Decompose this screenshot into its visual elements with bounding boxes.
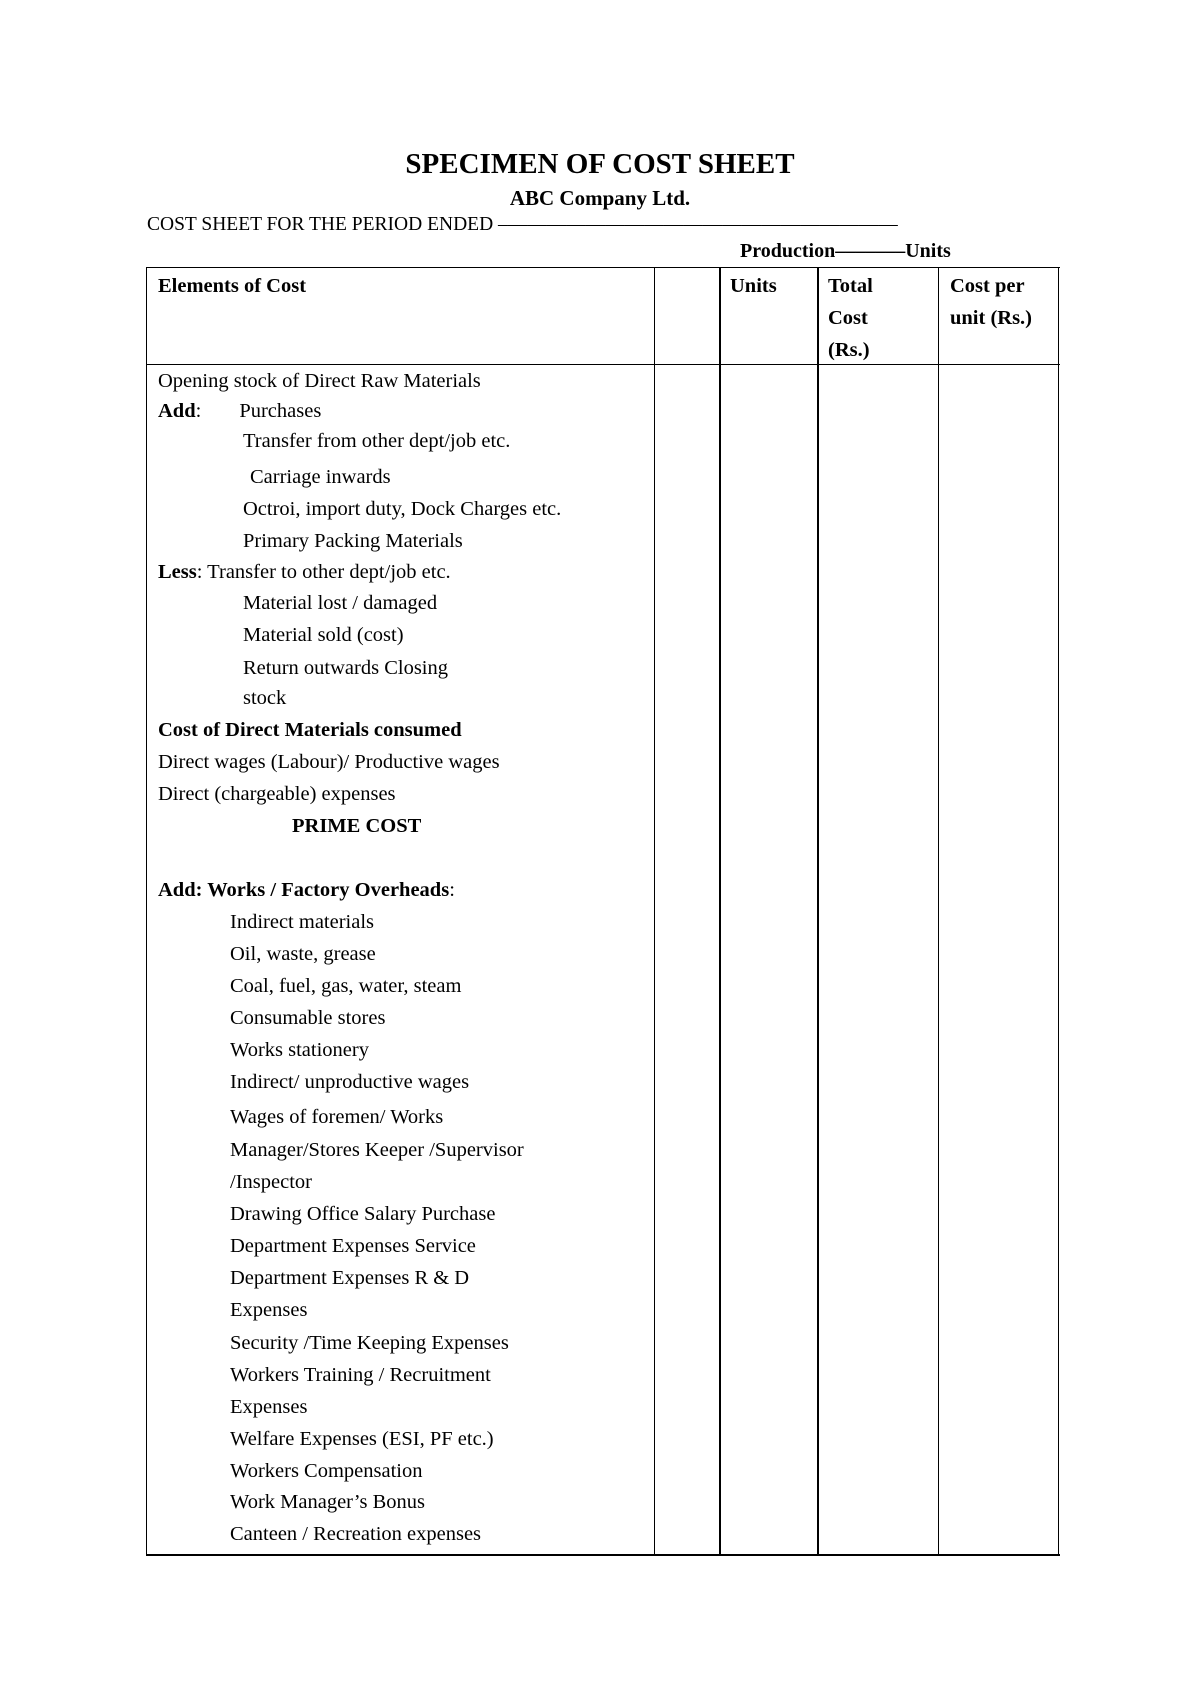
list-item: Material lost / damaged: [243, 592, 438, 614]
column-divider-blank: [654, 267, 655, 1555]
list-item: Cost of Direct Materials consumed: [158, 719, 462, 741]
list-item: stock: [243, 687, 287, 709]
list-item: Opening stock of Direct Raw Materials: [158, 370, 481, 392]
table-left-border: [146, 267, 147, 1555]
prime-cost-label: PRIME COST: [292, 815, 422, 837]
list-item: Consumable stores: [230, 1007, 386, 1029]
list-item: Octroi, import duty, Dock Charges etc.: [243, 498, 562, 520]
works-overheads-label: Add: Works / Factory Overheads: [158, 879, 450, 901]
list-item: Coal, fuel, gas, water, steam: [230, 975, 462, 997]
list-item: Department Expenses Service: [230, 1235, 476, 1257]
list-item: Workers Training / Recruitment: [230, 1364, 491, 1386]
less-transfer-label: : Transfer to other dept/job etc.: [196, 561, 451, 583]
header-per-unit-line-2: unit (Rs.): [950, 307, 1033, 329]
list-item: Expenses: [230, 1299, 308, 1321]
list-item: Material sold (cost): [243, 624, 404, 646]
page-title: SPECIMEN OF COST SHEET: [405, 148, 795, 180]
list-item: Welfare Expenses (ESI, PF etc.): [230, 1428, 494, 1450]
list-item: Works stationery: [230, 1039, 369, 1061]
list-item: /Inspector: [230, 1171, 312, 1193]
add-label: Add: [158, 400, 196, 422]
list-item: Workers Compensation: [230, 1460, 423, 1482]
header-total-line-1: Total: [828, 275, 873, 297]
list-item: Indirect materials: [230, 911, 375, 933]
period-line: COST SHEET FOR THE PERIOD ENDED –––––––––––––––––––––––––––––––––––––––––: [147, 214, 898, 235]
purchases-label: Purchases: [239, 400, 322, 422]
list-item: Oil, waste, grease: [230, 943, 376, 965]
list-item: Transfer from other dept/job etc.: [243, 430, 511, 452]
less-label: Less: [158, 561, 197, 583]
header-cost-per-unit: [950, 270, 1032, 334]
list-item: Canteen / Recreation expenses: [230, 1523, 482, 1545]
column-divider-per-unit: [938, 267, 939, 1555]
list-item: Department Expenses R & D: [230, 1267, 470, 1289]
header-total-line-2: Cost: [828, 307, 868, 329]
header-bottom-border: [146, 364, 1060, 365]
header-total-line-3: (Rs.): [828, 339, 870, 361]
company-name: ABC Company Ltd.: [509, 186, 691, 210]
list-item: Direct wages (Labour)/ Productive wages: [158, 751, 500, 773]
list-item: [158, 878, 455, 902]
list-item: [158, 560, 451, 584]
list-item: Wages of foremen/ Works: [230, 1106, 444, 1128]
production-units: Production–––––––Units: [740, 240, 951, 262]
list-item: Expenses: [230, 1396, 308, 1418]
column-divider-units: [719, 267, 721, 1555]
cost-sheet-table: [146, 267, 1060, 1555]
list-item: Indirect/ unproductive wages: [230, 1071, 470, 1093]
works-overheads-colon: :: [449, 879, 455, 901]
list-item: Drawing Office Salary Purchase: [230, 1203, 496, 1225]
list-item: [158, 399, 321, 423]
table-top-border: [146, 267, 1060, 268]
table-bottom-border: [146, 1554, 1060, 1556]
list-item: Direct (chargeable) expenses: [158, 783, 396, 805]
header-elements-of-cost: Elements of Cost: [158, 275, 307, 297]
column-divider-total: [817, 267, 819, 1555]
table-right-border: [1058, 267, 1059, 1555]
add-colon: :: [195, 400, 202, 422]
header-per-unit-line-1: Cost per: [950, 275, 1025, 297]
list-item: Security /Time Keeping Expenses: [230, 1332, 509, 1354]
list-item: Return outwards Closing: [243, 657, 448, 679]
list-item: Work Manager’s Bonus: [230, 1491, 425, 1513]
header-units: Units: [730, 275, 777, 297]
list-item: Primary Packing Materials: [243, 530, 463, 552]
list-item: Manager/Stores Keeper /Supervisor: [230, 1139, 524, 1161]
list-item: Carriage inwards: [250, 466, 391, 488]
header-total-cost: [828, 270, 873, 366]
